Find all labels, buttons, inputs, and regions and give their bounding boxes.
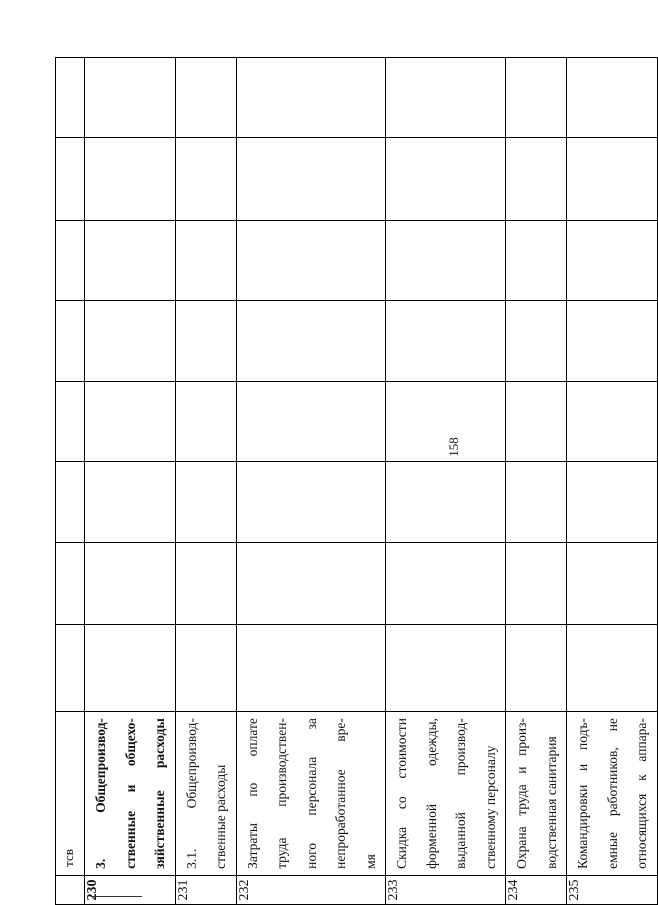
header-number-cell: [56, 875, 85, 904]
table-row: [386, 58, 506, 905]
row-description-line: мя: [362, 854, 378, 869]
empty-value-cell: [386, 138, 506, 221]
header-empty-cell: [56, 462, 85, 543]
empty-value-cell: [567, 624, 658, 711]
row-description-line: Затраты по оплате: [244, 718, 260, 869]
row-description-cell: [175, 712, 236, 876]
empty-value-cell: [85, 220, 176, 300]
row-description-line: ственные и общехо-: [122, 718, 138, 869]
row-description-line: Скидка со стоимости: [394, 718, 409, 869]
row-description-line: ственные расходы: [213, 764, 228, 869]
row-description-line: ного персонала за: [303, 718, 319, 869]
header-empty-cell: [56, 58, 85, 138]
row-code-number: 233: [386, 875, 506, 904]
page-number: 158: [446, 437, 461, 457]
table-row: [85, 58, 176, 905]
row-description-line: ственному персоналу: [482, 745, 498, 869]
empty-value-cell: [386, 543, 506, 624]
header-code-cell: [56, 712, 85, 876]
empty-value-cell: [506, 138, 567, 221]
empty-value-cell: [506, 382, 567, 462]
header-empty-cell: [56, 382, 85, 462]
table-body: [56, 58, 658, 905]
empty-value-cell: [85, 300, 176, 381]
row-code-number: 232: [236, 875, 386, 904]
empty-value-cell: [236, 138, 386, 221]
row-code-number: 231: [175, 875, 236, 904]
table-row: [506, 58, 567, 905]
empty-value-cell: [567, 58, 658, 138]
empty-value-cell: [386, 624, 506, 711]
table-row: [567, 58, 658, 905]
empty-value-cell: [175, 58, 236, 138]
empty-value-cell: [506, 58, 567, 138]
row-description-line: непроработанное вре-: [333, 718, 348, 869]
empty-value-cell: [567, 300, 658, 381]
empty-value-cell: [175, 138, 236, 221]
row-description-cell: [506, 712, 567, 876]
header-empty-cell: [56, 220, 85, 300]
empty-value-cell: [175, 543, 236, 624]
row-code-number: 235: [567, 875, 658, 904]
row-description-line: выданной производ-: [453, 718, 468, 869]
empty-value-cell: [85, 138, 176, 221]
empty-value-cell: [85, 462, 176, 543]
row-description-cell: [567, 712, 658, 876]
empty-value-cell: [567, 138, 658, 221]
row-description-line: Командировки и подъ-: [575, 718, 590, 869]
empty-value-cell: [506, 300, 567, 381]
empty-value-cell: [85, 58, 176, 138]
empty-value-cell: [236, 624, 386, 711]
table-header-row: [56, 58, 85, 905]
expense-table: [55, 57, 658, 905]
empty-value-cell: [567, 543, 658, 624]
empty-value-cell: [85, 543, 176, 624]
row-description-cell: [85, 712, 176, 876]
row-description-line: труда производствен-: [274, 718, 289, 869]
empty-value-cell: [386, 462, 506, 543]
empty-value-cell: [386, 382, 506, 462]
empty-value-cell: [236, 543, 386, 624]
empty-value-cell: [236, 382, 386, 462]
row-description-line: форменной одежды,: [423, 718, 439, 869]
empty-value-cell: [175, 462, 236, 543]
empty-value-cell: [236, 462, 386, 543]
table-row: [175, 58, 236, 905]
header-empty-cell: [56, 543, 85, 624]
table-row: [236, 58, 386, 905]
empty-value-cell: [175, 624, 236, 711]
empty-value-cell: [567, 462, 658, 543]
empty-value-cell: [175, 220, 236, 300]
header-empty-cell: [56, 300, 85, 381]
row-description-line: Охрана труда и произ-: [514, 718, 529, 869]
row-description-line: емные работников, не: [604, 718, 620, 869]
empty-value-cell: [85, 624, 176, 711]
row-description-line: зяйственные расходы: [152, 718, 167, 869]
empty-value-cell: [567, 220, 658, 300]
row-description-line: 3. Общепроизвод-: [93, 718, 108, 869]
row-description-cell: [236, 712, 386, 876]
empty-value-cell: [386, 58, 506, 138]
empty-value-cell: [236, 58, 386, 138]
empty-value-cell: [506, 220, 567, 300]
row-description-line: 3.1. Общепроизвод-: [183, 718, 199, 869]
header-code-label: тсв: [61, 849, 76, 867]
empty-value-cell: [506, 543, 567, 624]
empty-value-cell: [506, 462, 567, 543]
row-description-line: водственная санитария: [543, 736, 559, 869]
empty-value-cell: [386, 300, 506, 381]
empty-value-cell: [567, 382, 658, 462]
empty-value-cell: [236, 220, 386, 300]
row-code-number: 230: [85, 875, 176, 904]
row-description-cell: [386, 712, 506, 876]
row-code-number: 234: [506, 875, 567, 904]
row-description-line: относящихся к аппара-: [634, 718, 649, 869]
empty-value-cell: [386, 220, 506, 300]
header-empty-cell: [56, 138, 85, 221]
empty-value-cell: [175, 382, 236, 462]
rotated-table-stage: [55, 57, 649, 905]
empty-value-cell: [85, 382, 176, 462]
empty-value-cell: [506, 624, 567, 711]
page-edge-mark: [92, 896, 142, 897]
header-empty-cell: [56, 624, 85, 711]
empty-value-cell: [236, 300, 386, 381]
empty-value-cell: [175, 300, 236, 381]
